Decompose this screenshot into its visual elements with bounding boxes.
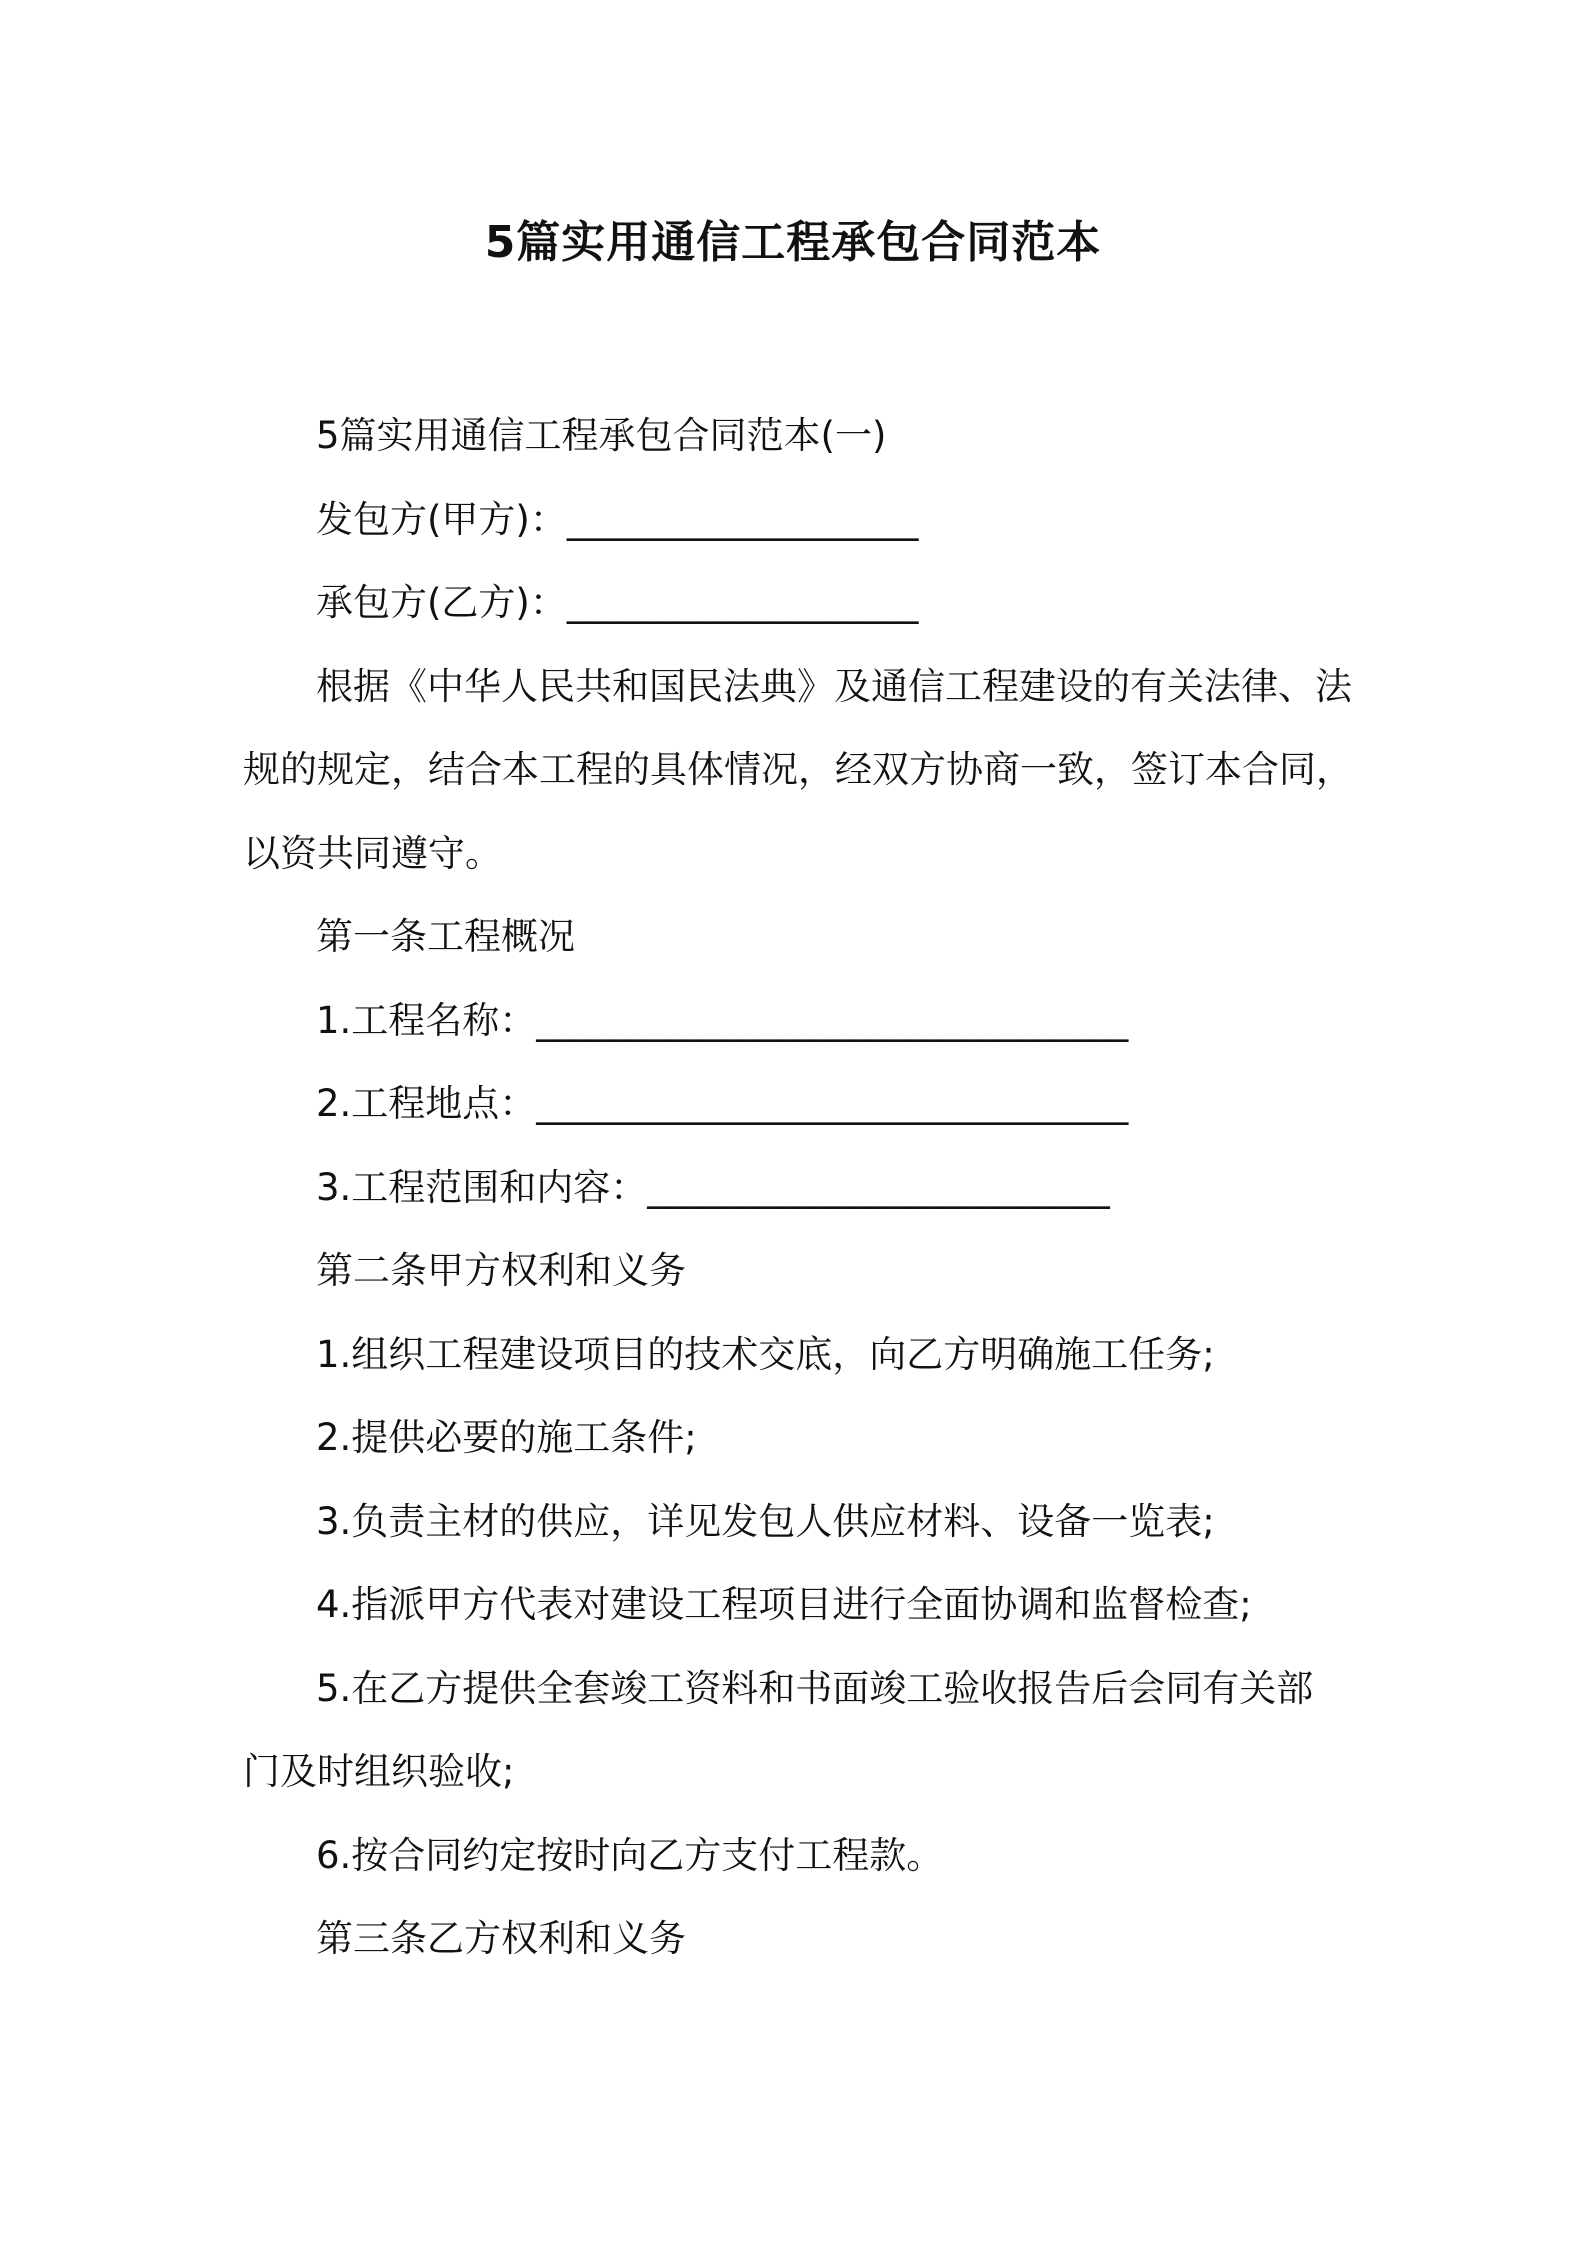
party-a-duty-5-line-2: 门及时组织验收;: [243, 1750, 515, 1793]
article-2-heading: 第二条甲方权利和义务: [316, 1249, 686, 1292]
party-b-line: 承包方(乙方)：___________________: [316, 581, 919, 624]
party-a-duty-2: 2.提供必要的施工条件;: [316, 1416, 697, 1459]
preamble-line-2: 规的规定，结合本工程的具体情况，经双方协商一致，签订本合同，: [243, 748, 1353, 791]
party-a-duty-4: 4.指派甲方代表对建设工程项目进行全面协调和监督检查;: [316, 1583, 1252, 1626]
article-1-heading: 第一条工程概况: [316, 915, 575, 958]
section-subtitle: 5篇实用通信工程承包合同范本(一): [316, 414, 887, 457]
document-title: 5篇实用通信工程承包合同范本: [484, 217, 1102, 268]
party-a-duty-1: 1.组织工程建设项目的技术交底，向乙方明确施工任务;: [316, 1333, 1215, 1376]
party-a-line: 发包方(甲方)：___________________: [316, 498, 919, 541]
preamble-line-3: 以资共同遵守。: [243, 832, 502, 875]
preamble-line-1: 根据《中华人民共和国民法典》及通信工程建设的有关法律、法: [316, 665, 1352, 708]
party-a-duty-3: 3.负责主材的供应，详见发包人供应材料、设备一览表;: [316, 1500, 1215, 1543]
party-a-duty-6: 6.按合同约定按时向乙方支付工程款。: [316, 1834, 944, 1877]
project-location-line: 2.工程地点：________________________________: [316, 1082, 1129, 1125]
project-scope-line: 3.工程范围和内容：_________________________: [316, 1166, 1110, 1209]
article-3-heading: 第三条乙方权利和义务: [316, 1917, 686, 1960]
project-name-line: 1.工程名称：________________________________: [316, 999, 1129, 1042]
party-a-duty-5-line-1: 5.在乙方提供全套竣工资料和书面竣工验收报告后会同有关部: [316, 1667, 1314, 1710]
